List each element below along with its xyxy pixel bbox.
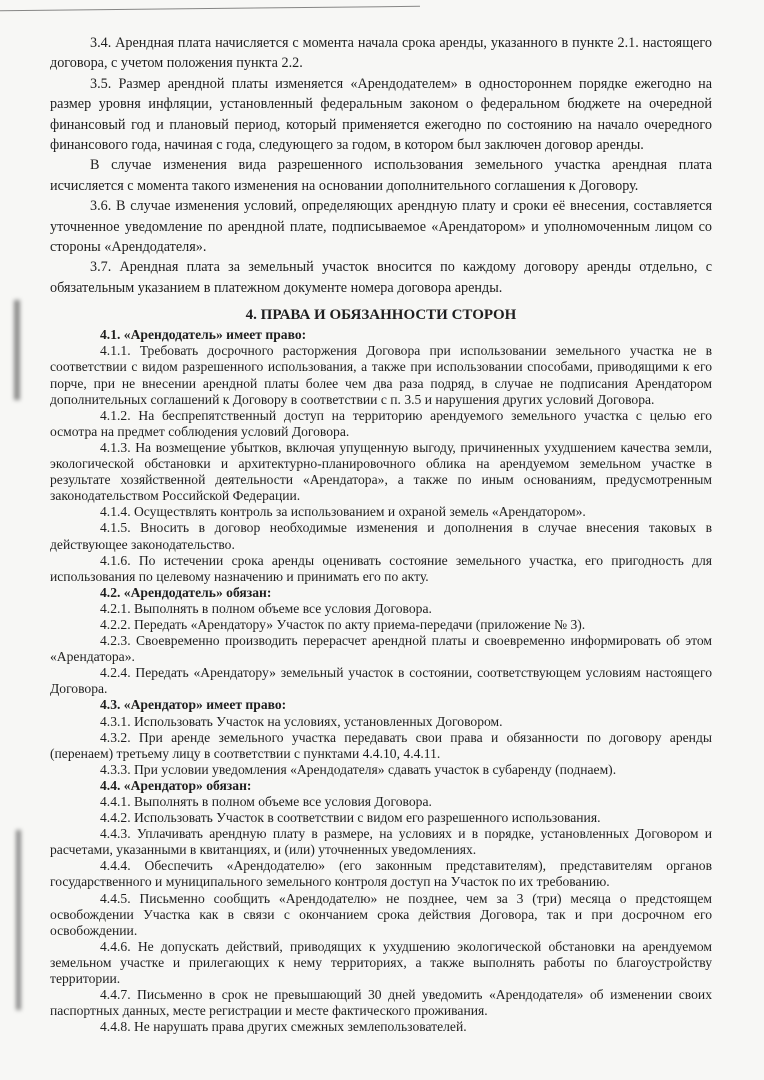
- clause-paragraph: 4.1.1. Требовать досрочного расторжения Договора при использовании земельного участка не в соответствии с видом разрешенного использования, а также при использовании способами, приводящими к его порче, при не внесении арендной платы более чем два раза подряд, в случае не подписания Арендатором дополнительных соглашений к Договору в соответствии с п. 3.5 и нарушения других условий Договора.: [50, 343, 712, 407]
- clause-paragraph: 4.4.4. Обеспечить «Арендодателю» (его законным представителям), представителям органов государственного и муниципального земельного контроля доступ на Участок по их требованию.: [50, 858, 712, 890]
- subsection-heading: 4.4. «Арендатор» обязан:: [100, 777, 252, 793]
- clause-paragraph: 3.4. Арендная плата начисляется с момента начала срока аренды, указанного в пункте 2.1. настоящего договора, с учетом положения пункта 2.2.: [50, 35, 712, 72]
- clause-paragraph: 4.4.5. Письменно сообщить «Арендодателю» не позднее, чем за 3 (три) месяца о предстоящем освобождении Участка как в связи с окончанием срока действия Договора, так и при досрочном его освобождении.: [50, 890, 712, 938]
- clause-paragraph: 4.1.5. Вносить в договор необходимые изменения и дополнения в случае внесения таковых в действующее законодательство.: [50, 520, 712, 552]
- clause-paragraph: 3.6. В случае изменения условий, определяющих арендную плату и сроки её внесения, составляется уточненное уведомление по арендной плате, подписываемое «Арендатором» и уполномоченным лицом со стороны «Арендодателя».: [50, 198, 712, 256]
- clause-paragraph: 3.7. Арендная плата за земельный участок вносится по каждому договору аренды отдельно, с обязательным указанием в платежном документе номера договора аренды.: [50, 259, 712, 296]
- subsection-heading: 4.3. «Арендатор» имеет право:: [100, 697, 287, 713]
- clause-paragraph: 4.2.3. Своевременно производить перерасчет арендной платы и своевременно информировать об этом «Арендатора».: [50, 633, 712, 665]
- clause-paragraph: 4.4.1. Выполнять в полном объеме все условия Договора.: [100, 794, 432, 809]
- clause-paragraph: 4.3.3. При условии уведомления «Арендодателя» сдавать участок в субаренду (поднаем).: [100, 761, 617, 777]
- subsection-heading: 4.1. «Арендодатель» имеет право:: [100, 327, 307, 343]
- clause-paragraph: 4.1.6. По истечении срока аренды оценивать состояние земельного участка, его пригодность для использования по целевому назначению и принимать его по акту.: [50, 552, 712, 584]
- subsection-heading: 4.2. «Арендодатель» обязан:: [100, 584, 272, 600]
- clause-paragraph: 4.4.2. Использовать Участок в соответствии с видом его разрешенного использования.: [100, 810, 601, 826]
- section-4-rights-and-obligations: [50, 327, 712, 1035]
- clause-paragraph: 4.4.6. Не допускать действий, приводящих к ухудшению экологической обстановки на арендуемом земельном участке и прилегающих к нему территориях, а также выполнять работы по благоустройству территории.: [50, 938, 712, 987]
- clause-paragraph: 4.1.4. Осуществлять контроль за использованием и охраной земель «Арендатором».: [100, 504, 586, 520]
- clause-paragraph: 4.2.2. Передать «Арендатору» Участок по акту приема-передачи (приложение № 3).: [100, 616, 586, 632]
- section-3-rent-payment: [50, 33, 712, 298]
- clause-paragraph: 4.2.4. Передать «Арендатору» земельный участок в состоянии, соответствующем условиям настоящего Договора.: [50, 665, 712, 697]
- clause-paragraph: 4.4.7. Письменно в срок не превышающий 30 дней уведомить «Арендодателя» об изменении своих паспортных данных, месте регистрации и месте фактического проживания.: [50, 987, 712, 1019]
- clause-paragraph: 4.2.1. Выполнять в полном объеме все условия Договора.: [100, 600, 432, 616]
- clause-paragraph: 4.1.2. На беспрепятственный доступ на территорию арендуемого земельного участка с целью его осмотра на предмет соблюдения условий Договора.: [50, 407, 712, 439]
- clause-paragraph: 4.1.3. На возмещение убытков, включая упущенную выгоду, причиненных ухудшением качества земли, экологической обстановки и архитектурно-планировочного облика на арендуемом земельном участке в результате хозяйственной деятельности «Арендатора», а также по иным основаниям, предусмотренным законодательством Российской Федерации.: [50, 439, 712, 504]
- clause-paragraph: 4.3.2. При аренде земельного участка передавать свои права и обязанности по договору аренды (перенаем) третьему лицу в соответствии с пунктами 4.4.10, 4.4.11.: [50, 729, 712, 761]
- clause-paragraph: В случае изменения вида разрешенного использования земельного участка арендная плата исчисляется с момента такого изменения на основании дополнительного соглашения к Договору.: [50, 157, 712, 194]
- section-4-title: 4. ПРАВА И ОБЯЗАННОСТИ СТОРОН: [245, 307, 517, 324]
- clause-paragraph: 4.4.3. Уплачивать арендную плату в размере, на условиях и в порядке, установленных Договором и расчетами, указанными в квитанциях, и (или) уточненных уведомлениях.: [50, 826, 712, 858]
- clause-paragraph: 4.3.1. Использовать Участок на условиях, установленных Договором.: [100, 713, 503, 729]
- clause-paragraph: 3.5. Размер арендной платы изменяется «Арендодателем» в одностороннем порядке ежегодно на размер уровня инфляции, установленный федеральным законом о федеральном бюджете на очередной финансовый год и плановый период, который применяется ежегодно по состоянию на начало очередного финансового года, начиная с года, следующего за годом, в котором был заключен договор аренды.: [50, 75, 712, 154]
- clause-paragraph: 4.4.8. Не нарушать права других смежных землепользователей.: [100, 1019, 467, 1035]
